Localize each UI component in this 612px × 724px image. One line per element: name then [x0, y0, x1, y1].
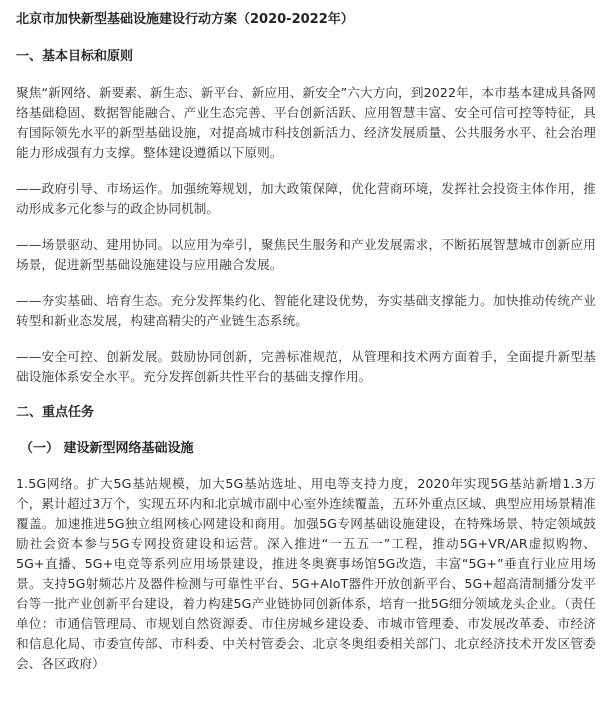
section-heading-tasks: 二、重点任务 — [16, 405, 95, 420]
principle-paragraph: ——场景驱动、建用协同。以应用为牵引，聚焦民生服务和产业发展需求，不断拓展智慧城市创新应用场景，促进新型基础设施建设与应用融合发展。 — [16, 237, 596, 272]
principle-paragraph: ——夯实基础、培育生态。充分发挥集约化、智能化建设优势，夯实基础支撑能力。加快推动传统产业转型和新业态发展，构建高精尖的产业链生态系统。 — [16, 293, 596, 328]
principle-paragraph: ——政府引导、市场运作。加强统筹规划，加大政策保障，优化营商环境，发挥社会投资主体作用，推动形成多元化参与的政企协同机制。 — [16, 181, 596, 216]
section-intro-paragraph: 聚焦“新网络、新要素、新生态、新平台、新应用、新安全”六大方向，到2022年，本市基本建成具备网络基础稳固、数据智能融合、产业生态完善、平台创新活跃、应用智慧丰富、安全可信可控等特征，具有国际领先水平的新型基础设施，对提高城市科技创新活力、经济发展质量、公共服务水平、社会治理能力形成强有力支撑。整体建设遵循以下原则。 — [16, 85, 596, 160]
task-item-paragraph: 1.5G网络。扩大5G基站规模，加大5G基站选址、用电等支持力度，2020年实现5G基站新增1.3万个，累计超过3万个，实现五环内和北京城市副中心室外连续覆盖，五环外重点区域、典型应用场景精准覆盖。加速推进5G独立组网核心网建设和商用。加强5G专网基础设施建设，在特殊场景、特定领域鼓励社会资本参与5G专网投资建设和运营。深入推进“一五五一”工程，推动5G+VR/AR虚拟购物、5G+直播、5G+电竞等系列应用场景建设，推进冬奥赛事场馆5G改造，丰富“5G+”垂直行业应用场景。支持5G射频芯片及器件检测与可靠性平台、5G+AIoT器件开放创新平台、5G+超高清制播分发平台等一批产业创新平台建设，着力构建5G产业链协同创新体系，培育一批5G细分领域龙头企业。（责任单位：市通信管理局、市规划自然资源委、市住房城乡建设委、市城市管理委、市发展改革委、市经济和信息化局、市委宣传部、市科委、中关村管委会、北京冬奥组委相关部门、北京经济技术开发区管委会、各区政府） — [16, 476, 596, 671]
subsection-heading: （一） 建设新型网络基础设施 — [20, 441, 194, 456]
section-heading-goals: 一、基本目标和原则 — [16, 49, 134, 64]
principle-paragraph: ——安全可控、创新发展。鼓励协同创新，完善标准规范，从管理和技术两方面着手，全面提升新型基础设施体系安全水平。充分发挥创新共性平台的基础支撑作用。 — [16, 349, 596, 384]
document-title: 北京市加快新型基础设施建设行动方案（2020-2022年） — [16, 12, 354, 27]
